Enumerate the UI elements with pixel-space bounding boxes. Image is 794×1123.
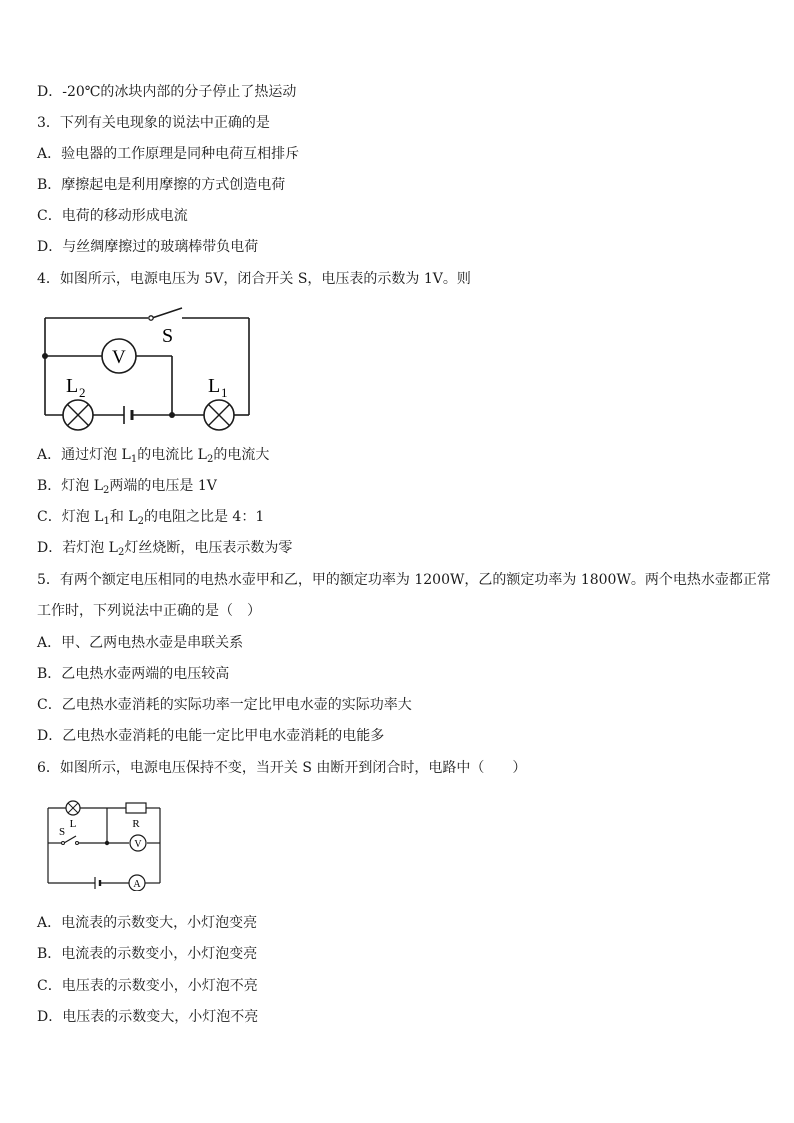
q4-stem: 4．如图所示，电源电压为 5V，闭合开关 S，电压表的示数为 1V。则 bbox=[37, 271, 471, 287]
q6-voltmeter-label: V bbox=[134, 839, 142, 850]
q4-lamp2-label: L bbox=[66, 375, 79, 397]
q6-lamp-label: L bbox=[69, 818, 77, 830]
q5-option-c: C．乙电热水壶消耗的实际功率一定比甲电水壶的实际功率大 bbox=[37, 697, 412, 713]
q4-option-c: C．灯泡 $L_1$和 $L_2$的电阻之比是 4：1 bbox=[37, 509, 265, 527]
q3-option-a: A．验电器的工作原理是同种电荷互相排斥 bbox=[37, 146, 300, 162]
q6-switch-label: S bbox=[58, 826, 66, 838]
q6-stem: 6．如图所示，电源电压保持不变，当开关 S 由断开到闭合时，电路中（ ） bbox=[37, 760, 527, 776]
q4-option-a: A．通过灯泡 $L_1$的电流比 $L_2$的电流大 bbox=[37, 447, 270, 465]
q3-option-c: C．电荷的移动形成电流 bbox=[37, 208, 188, 224]
q4-circuit-diagram bbox=[36, 302, 258, 438]
q6-option-d: D．电压表的示数变大，小灯泡不亮 bbox=[37, 1009, 259, 1025]
q4-option-d: D．若灯泡 $L_2$灯丝烧断，电压表示数为零 bbox=[37, 540, 293, 558]
q3-stem: 3．下列有关电现象的说法中正确的是 bbox=[37, 115, 270, 131]
q5-option-a: A．甲、乙两电热水壶是串联关系 bbox=[37, 635, 244, 651]
q4-lamp1-label: L bbox=[208, 375, 221, 397]
q4-option-b: B．灯泡 $L_2$两端的电压是 1V bbox=[37, 478, 217, 496]
q6-circuit-diagram bbox=[40, 795, 170, 891]
q4-switch-label: S bbox=[162, 325, 174, 347]
q4-lamp2-subscript: 2 bbox=[79, 385, 86, 400]
q6-ammeter-label: A bbox=[133, 879, 141, 890]
q2-option-d: D．-20℃的冰块内部的分子停止了热运动 bbox=[37, 84, 297, 100]
q5-stem-line2: 工作时，下列说法中正确的是（ ） bbox=[37, 603, 261, 619]
q6-resistor-label: R bbox=[132, 818, 140, 830]
q5-stem-line1: 5．有两个额定电压相同的电热水壶甲和乙，甲的额定功率为 1200W，乙的额定功率为 1800W。两个电热水壶都正常 bbox=[37, 572, 771, 588]
q6-option-c: C．电压表的示数变小，小灯泡不亮 bbox=[37, 978, 258, 994]
q6-option-b: B．电流表的示数变小，小灯泡变亮 bbox=[37, 946, 258, 962]
q5-option-b: B．乙电热水壶两端的电压较高 bbox=[37, 666, 230, 682]
q4-lamp1-subscript: 1 bbox=[221, 385, 228, 400]
q3-option-d: D．与丝绸摩擦过的玻璃棒带负电荷 bbox=[37, 239, 259, 255]
q3-option-b: B．摩擦起电是利用摩擦的方式创造电荷 bbox=[37, 177, 286, 193]
q6-option-a: A．电流表的示数变大，小灯泡变亮 bbox=[37, 915, 258, 931]
q4-voltmeter-label: V bbox=[112, 347, 126, 368]
q5-option-d: D．乙电热水壶消耗的电能一定比甲电水壶消耗的电能多 bbox=[37, 728, 385, 744]
